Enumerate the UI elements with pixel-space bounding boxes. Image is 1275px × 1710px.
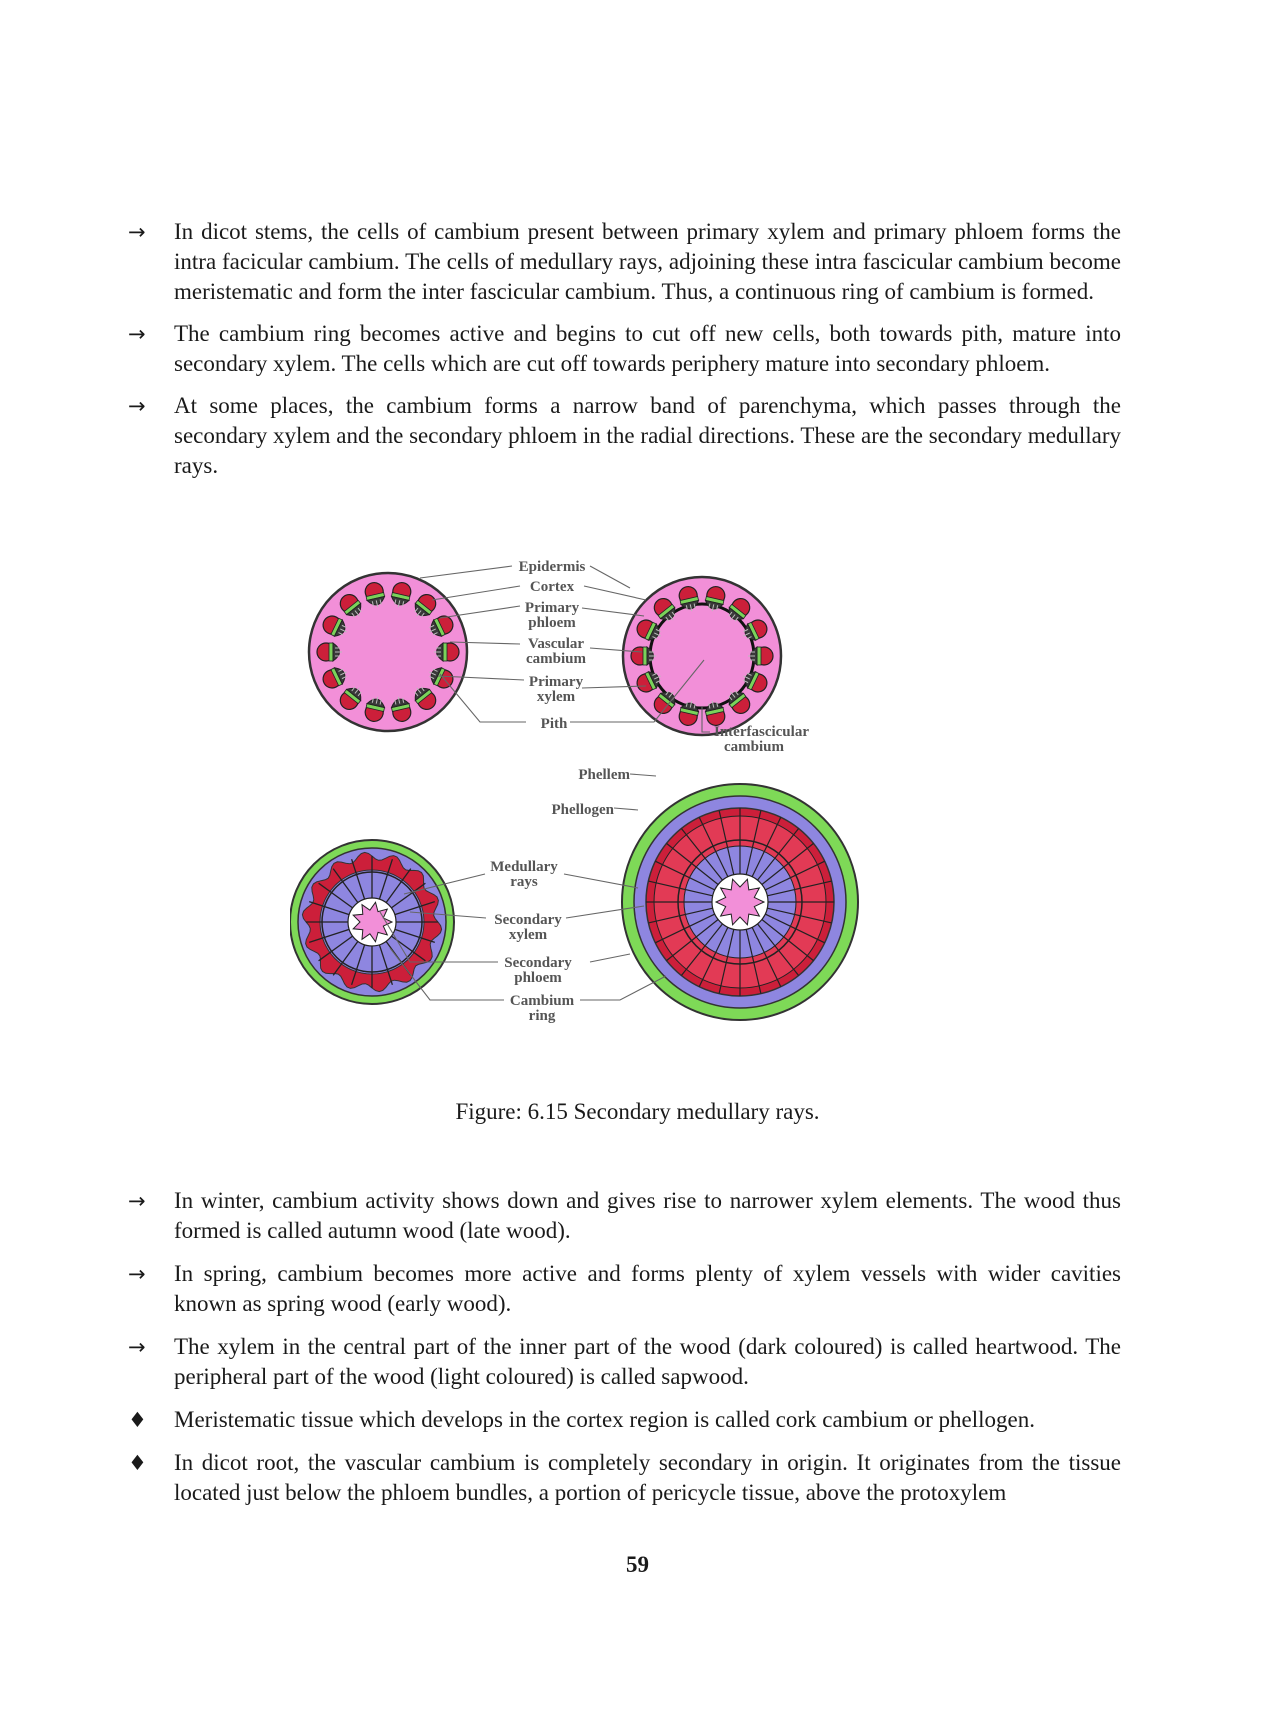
label-cortex: Cortex xyxy=(529,579,575,595)
label-cambium-ring-2: ring xyxy=(528,1008,556,1024)
label-secondary-xylem-2: xylem xyxy=(508,927,548,943)
bullet-text: Meristematic tissue which develops in the cortex region is called cork cambium or phellogen. xyxy=(174,1407,1035,1432)
label-phellem: Phellem xyxy=(578,767,630,783)
arrow-icon: → xyxy=(128,394,146,418)
bullet-text: The cambium ring becomes active and begins to cut off new cells, both towards pith, mature into secondary xylem. The cells which are cut off towards periphery mature into secondary phloem. xyxy=(174,321,1121,376)
advanced-secondary-growth-diagram xyxy=(622,784,858,1020)
label-phellogen: Phellogen xyxy=(551,802,614,818)
label-interfascicular-cambium-2: cambium xyxy=(724,739,784,755)
label-vascular-cambium-2: cambium xyxy=(526,651,586,667)
primary-stem-diagram xyxy=(309,573,467,731)
bullet-item xyxy=(128,1259,1121,1319)
label-primary-phloem-2: phloem xyxy=(528,615,576,631)
label-medullary-rays: Medullary xyxy=(490,859,558,875)
arrow-icon: → xyxy=(128,1189,146,1213)
arrow-icon: → xyxy=(128,1335,146,1359)
bullet-text: In dicot root, the vascular cambium is completely secondary in origin. It originates from the tissue located just below the phloem bundles, a portion of pericycle tissue, above the protoxylem xyxy=(174,1450,1121,1505)
bullet-item xyxy=(128,1186,1121,1246)
label-primary-xylem: Primary xyxy=(528,674,584,690)
bullet-item xyxy=(128,1405,1121,1435)
secondary-growth-figure xyxy=(290,556,950,1080)
bullet-item xyxy=(128,1332,1121,1392)
bullet-text: At some places, the cambium forms a narrow band of parenchyma, which passes through the secondary xylem and the secondary phloem in the radial directions. These are the secondary medullary rays. xyxy=(174,393,1121,478)
bullet-text: In spring, cambium becomes more active and forms plenty of xylem vessels with wider cavities known as spring wood (early wood). xyxy=(174,1261,1121,1316)
bullet-item xyxy=(128,217,1121,307)
arrow-icon: → xyxy=(128,220,146,244)
top-bullet-list xyxy=(128,217,1121,493)
bullet-text: In winter, cambium activity shows down and gives rise to narrower xylem elements. The wood thus formed is called autumn wood (late wood). xyxy=(174,1188,1121,1243)
bottom-bullet-list xyxy=(128,1186,1121,1521)
page-number: 59 xyxy=(626,1552,649,1577)
early-secondary-growth-diagram xyxy=(290,840,454,1004)
label-secondary-phloem: Secondary xyxy=(504,955,572,971)
figure-caption: Figure: 6.15 Secondary medullary rays. xyxy=(455,1099,820,1124)
arrow-icon: → xyxy=(128,1262,146,1286)
label-epidermis: Epidermis xyxy=(518,559,586,575)
label-interfascicular-cambium: Interfascicular xyxy=(714,724,809,740)
label-pith: Pith xyxy=(540,716,568,732)
label-secondary-xylem: Secondary xyxy=(494,912,562,928)
label-secondary-phloem-2: phloem xyxy=(514,970,562,986)
bullet-item xyxy=(128,391,1121,481)
bullet-item xyxy=(128,1448,1121,1508)
bullet-text: In dicot stems, the cells of cambium present between primary xylem and primary phloem forms the intra facicular cambium. The cells of medullary rays, adjoining these intra fascicular cambium become meristematic and form the inter fascicular cambium. Thus, a continuous ring of cambium is formed. xyxy=(174,219,1121,304)
label-medullary-rays-2: rays xyxy=(510,874,538,890)
diamond-icon: ♦ xyxy=(128,1408,147,1432)
arrow-icon: → xyxy=(128,322,146,346)
label-primary-phloem: Primary xyxy=(524,600,580,616)
bullet-text: The xylem in the central part of the inner part of the wood (dark coloured) is called heartwood. The peripheral part of the wood (light coloured) is called sapwood. xyxy=(174,1334,1121,1389)
bullet-item xyxy=(128,319,1121,379)
diamond-icon: ♦ xyxy=(128,1451,147,1475)
label-vascular-cambium: Vascular xyxy=(527,636,585,652)
label-primary-xylem-2: xylem xyxy=(536,689,576,705)
label-cambium-ring: Cambium xyxy=(509,993,575,1009)
